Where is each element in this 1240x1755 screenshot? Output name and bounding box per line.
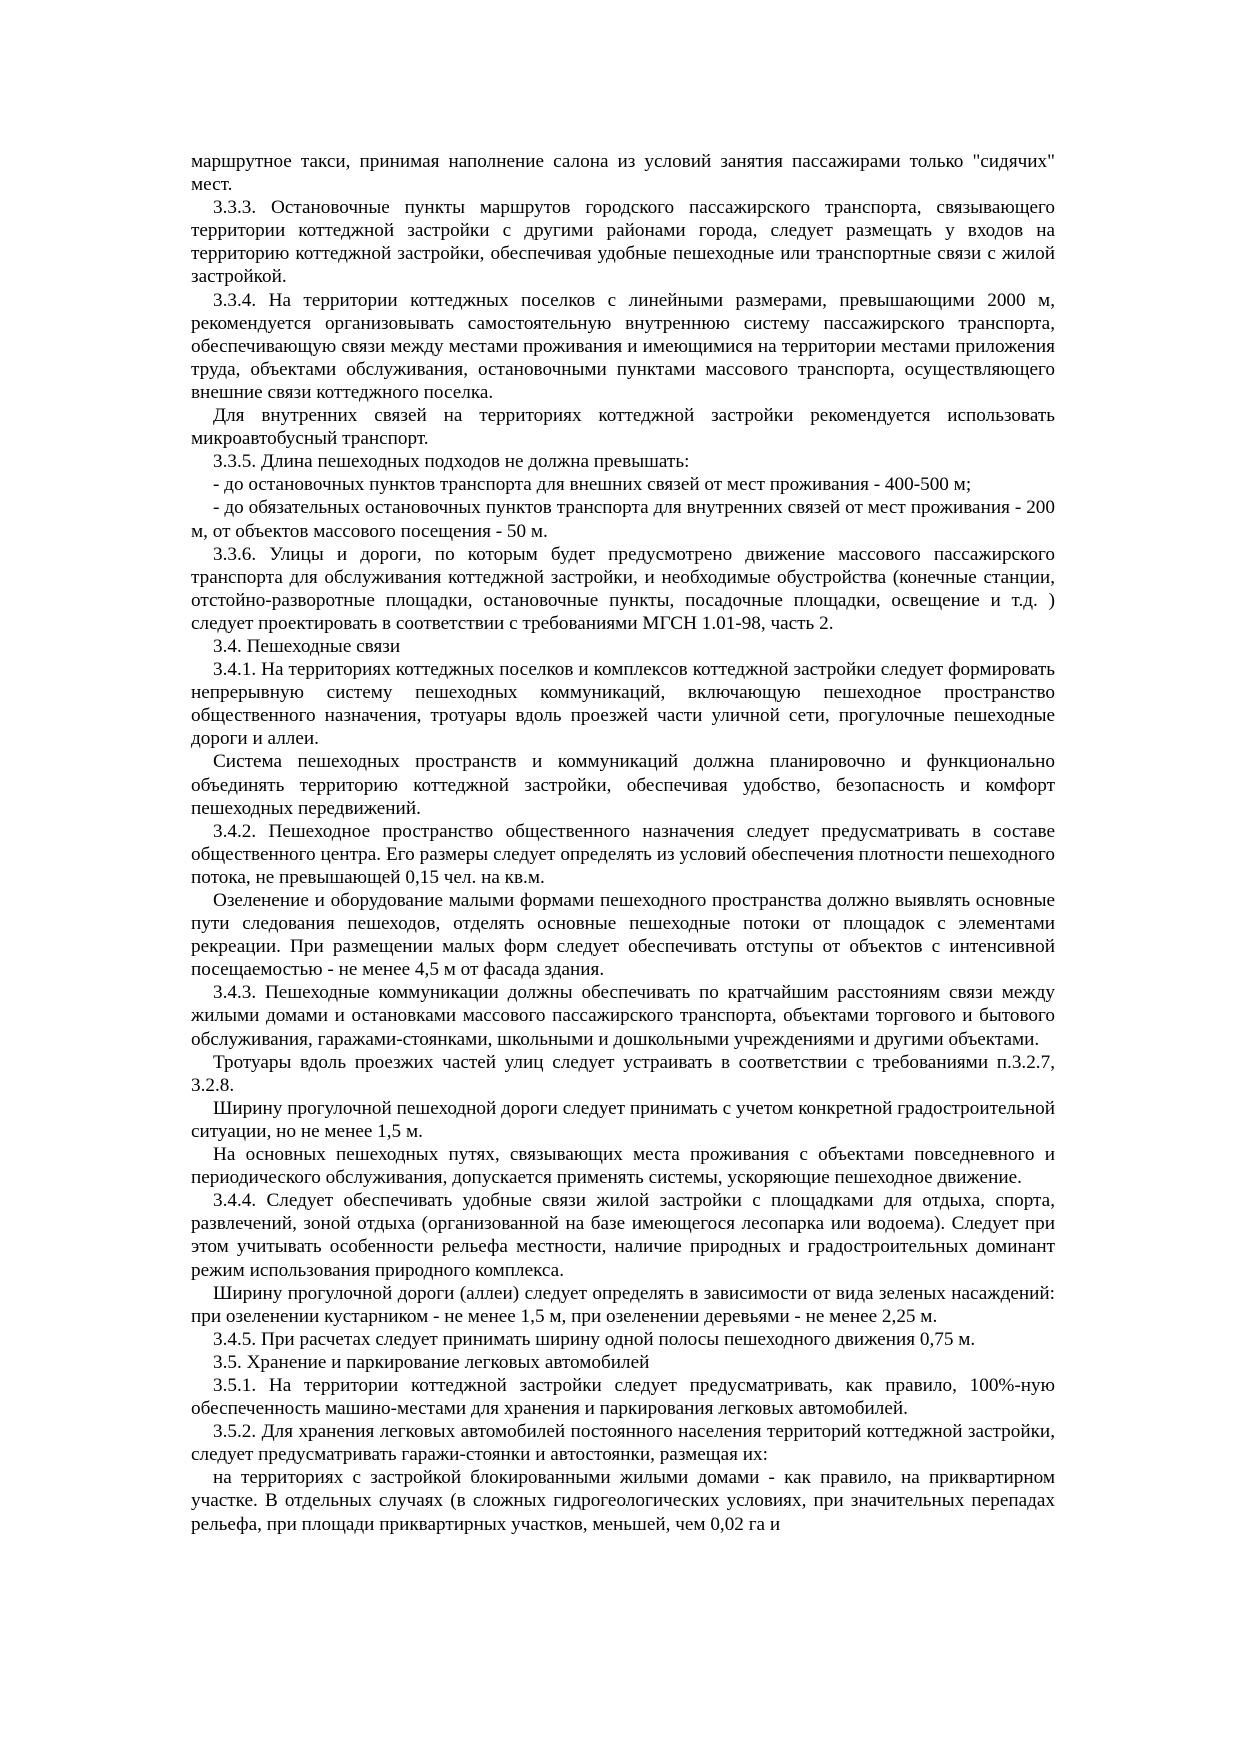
paragraph-3-4-3: 3.4.3. Пешеходные коммуникации должны обеспечивать по кратчайшим расстояниям связи между жилыми домами и остановками массового пассажирского транспорта, объектами торгового и бытового обслуживания, гаражами-стоянками, школьными и дошкольными учреждениями и другими объектами.	[191, 982, 1055, 1050]
list-item-external-stops: - до остановочных пунктов транспорта для внешних связей от мест проживания - 400-500 м;	[213, 474, 972, 496]
section-heading-3-4: 3.4. Пешеходные связи	[213, 635, 401, 657]
paragraph-accelerating-systems: На основных пешеходных путях, связывающих места проживания с объектами повседневного и периодического обслуживания, допускается применять системы, ускоряющие пешеходное движение.	[191, 1144, 1055, 1189]
paragraph-3-3-4: 3.3.4. На территории коттеджных поселков с линейными размерами, превышающими 2000 м, рекомендуется организовывать самостоятельную внутреннюю систему пассажирского транспорта, обеспечивающую связи между местами проживания и имеющимися на территории местами приложения труда, объектами обслуживания, остановочными пунктами массового транспорта, осуществляющего внешние связи коттеджного поселка.	[191, 289, 1055, 403]
paragraph-sidewalks: Тротуары вдоль проезжих частей улиц следует устраивать в соответствии с требованиями п.3.2.7, 3.2.8.	[191, 1051, 1055, 1096]
paragraph-blocked-houses: на территориях с застройкой блокированными жилыми домами - как правило, на приквартирном участке. В отдельных случаях (в сложных гидрогеологических условиях, при значительных перепадах рельефа, при площади приквартирных участков, меньшей, чем 0,02 га и	[191, 1467, 1055, 1535]
paragraph-3-4-2: 3.4.2. Пешеходное пространство общественного назначения следует предусматривать в составе общественного центра. Его размеры следует определять из условий обеспечения плотности пешеходного потока, не превышающей 0,15 чел. на кв.м.	[191, 820, 1055, 888]
paragraph-continuation: маршрутное такси, принимая наполнение салона из условий занятия пассажирами только "сидячих" мест.	[191, 151, 1055, 196]
paragraph-internal-transport: Для внутренних связей на территориях коттеджной застройки рекомендуется использовать микроавтобусный транспорт.	[191, 405, 1055, 450]
paragraph-3-3-6: 3.3.6. Улицы и дороги, по которым будет предусмотрено движение массового пассажирского транспорта для обслуживания коттеджной застройки, и необходимые обустройства (конечные станции, отстойно-разворотные площадки, остановочные пункты, посадочные площадки, освещение и т.д. ) следует проектировать в соответствии с требованиями МГСН 1.01-98, часть 2.	[191, 543, 1055, 634]
paragraph-3-4-4: 3.4.4. Следует обеспечивать удобные связи жилой застройки с площадками для отдыха, спорта, развлечений, зоной отдыха (организованной на базе имеющегося лесопарка или водоема). Следует при этом учитывать особенности рельефа местности, наличие природных и градостроительных доминант режим использования природного комплекса.	[191, 1190, 1055, 1281]
paragraph-walkway-width: Ширину прогулочной пешеходной дороги следует принимать с учетом конкретной градостроительной ситуации, но не менее 1,5 м.	[191, 1097, 1055, 1142]
list-item-internal-stops: - до обязательных остановочных пунктов транспорта для внутренних связей от мест проживания - 200 м, от объектов массового посещения - 50 м.	[191, 497, 1055, 542]
paragraph-3-3-5: 3.3.5. Длина пешеходных подходов не должна превышать:	[213, 451, 690, 473]
document-page	[191, 150, 1055, 1536]
paragraph-3-4-5: 3.4.5. При расчетах следует принимать ширину одной полосы пешеходного движения 0,75 м.	[213, 1328, 976, 1350]
paragraph-3-4-1: 3.4.1. На территориях коттеджных поселков и комплексов коттеджной застройки следует формировать непрерывную систему пешеходных коммуникаций, включающую пешеходное пространство общественного назначения, тротуары вдоль проезжей части уличной сети, прогулочные пешеходные дороги и аллеи.	[191, 659, 1055, 750]
paragraph-3-3-3: 3.3.3. Остановочные пункты маршрутов городского пассажирского транспорта, связывающего территории коттеджной застройки с другими районами города, следует размещать у входов на территорию коттеджной застройки, обеспечивая удобные пешеходные или транспортные связи с жилой застройкой.	[191, 197, 1055, 288]
paragraph-pedestrian-system: Система пешеходных пространств и коммуникаций должна планировочно и функционально объединять территорию коттеджной застройки, обеспечивая удобство, безопасность и комфорт пешеходных передвижений.	[191, 751, 1055, 819]
paragraph-3-5-2: 3.5.2. Для хранения легковых автомобилей постоянного населения территорий коттеджной застройки, следует предусматривать гаражи-стоянки и автостоянки, размещая их:	[191, 1421, 1055, 1466]
section-heading-3-5: 3.5. Хранение и паркирование легковых автомобилей	[213, 1351, 650, 1373]
paragraph-landscaping: Озеленение и оборудование малыми формами пешеходного пространства должно выявлять основные пути следования пешеходов, отделять основные пешеходные потоки от площадок с элементами рекреации. При размещении малых форм следует обеспечивать отступы от объектов с интенсивной посещаемостью - не менее 4,5 м от фасада здания.	[191, 890, 1055, 981]
paragraph-3-5-1: 3.5.1. На территории коттеджной застройки следует предусматривать, как правило, 100%-ную обеспеченность машино-местами для хранения и паркирования легковых автомобилей.	[191, 1374, 1055, 1420]
paragraph-alley-width: Ширину прогулочной дороги (аллеи) следует определять в зависимости от вида зеленых насаждений: при озеленении кустарником - не менее 1,5 м, при озеленении деревьями - не менее 2,25 м.	[191, 1282, 1055, 1327]
